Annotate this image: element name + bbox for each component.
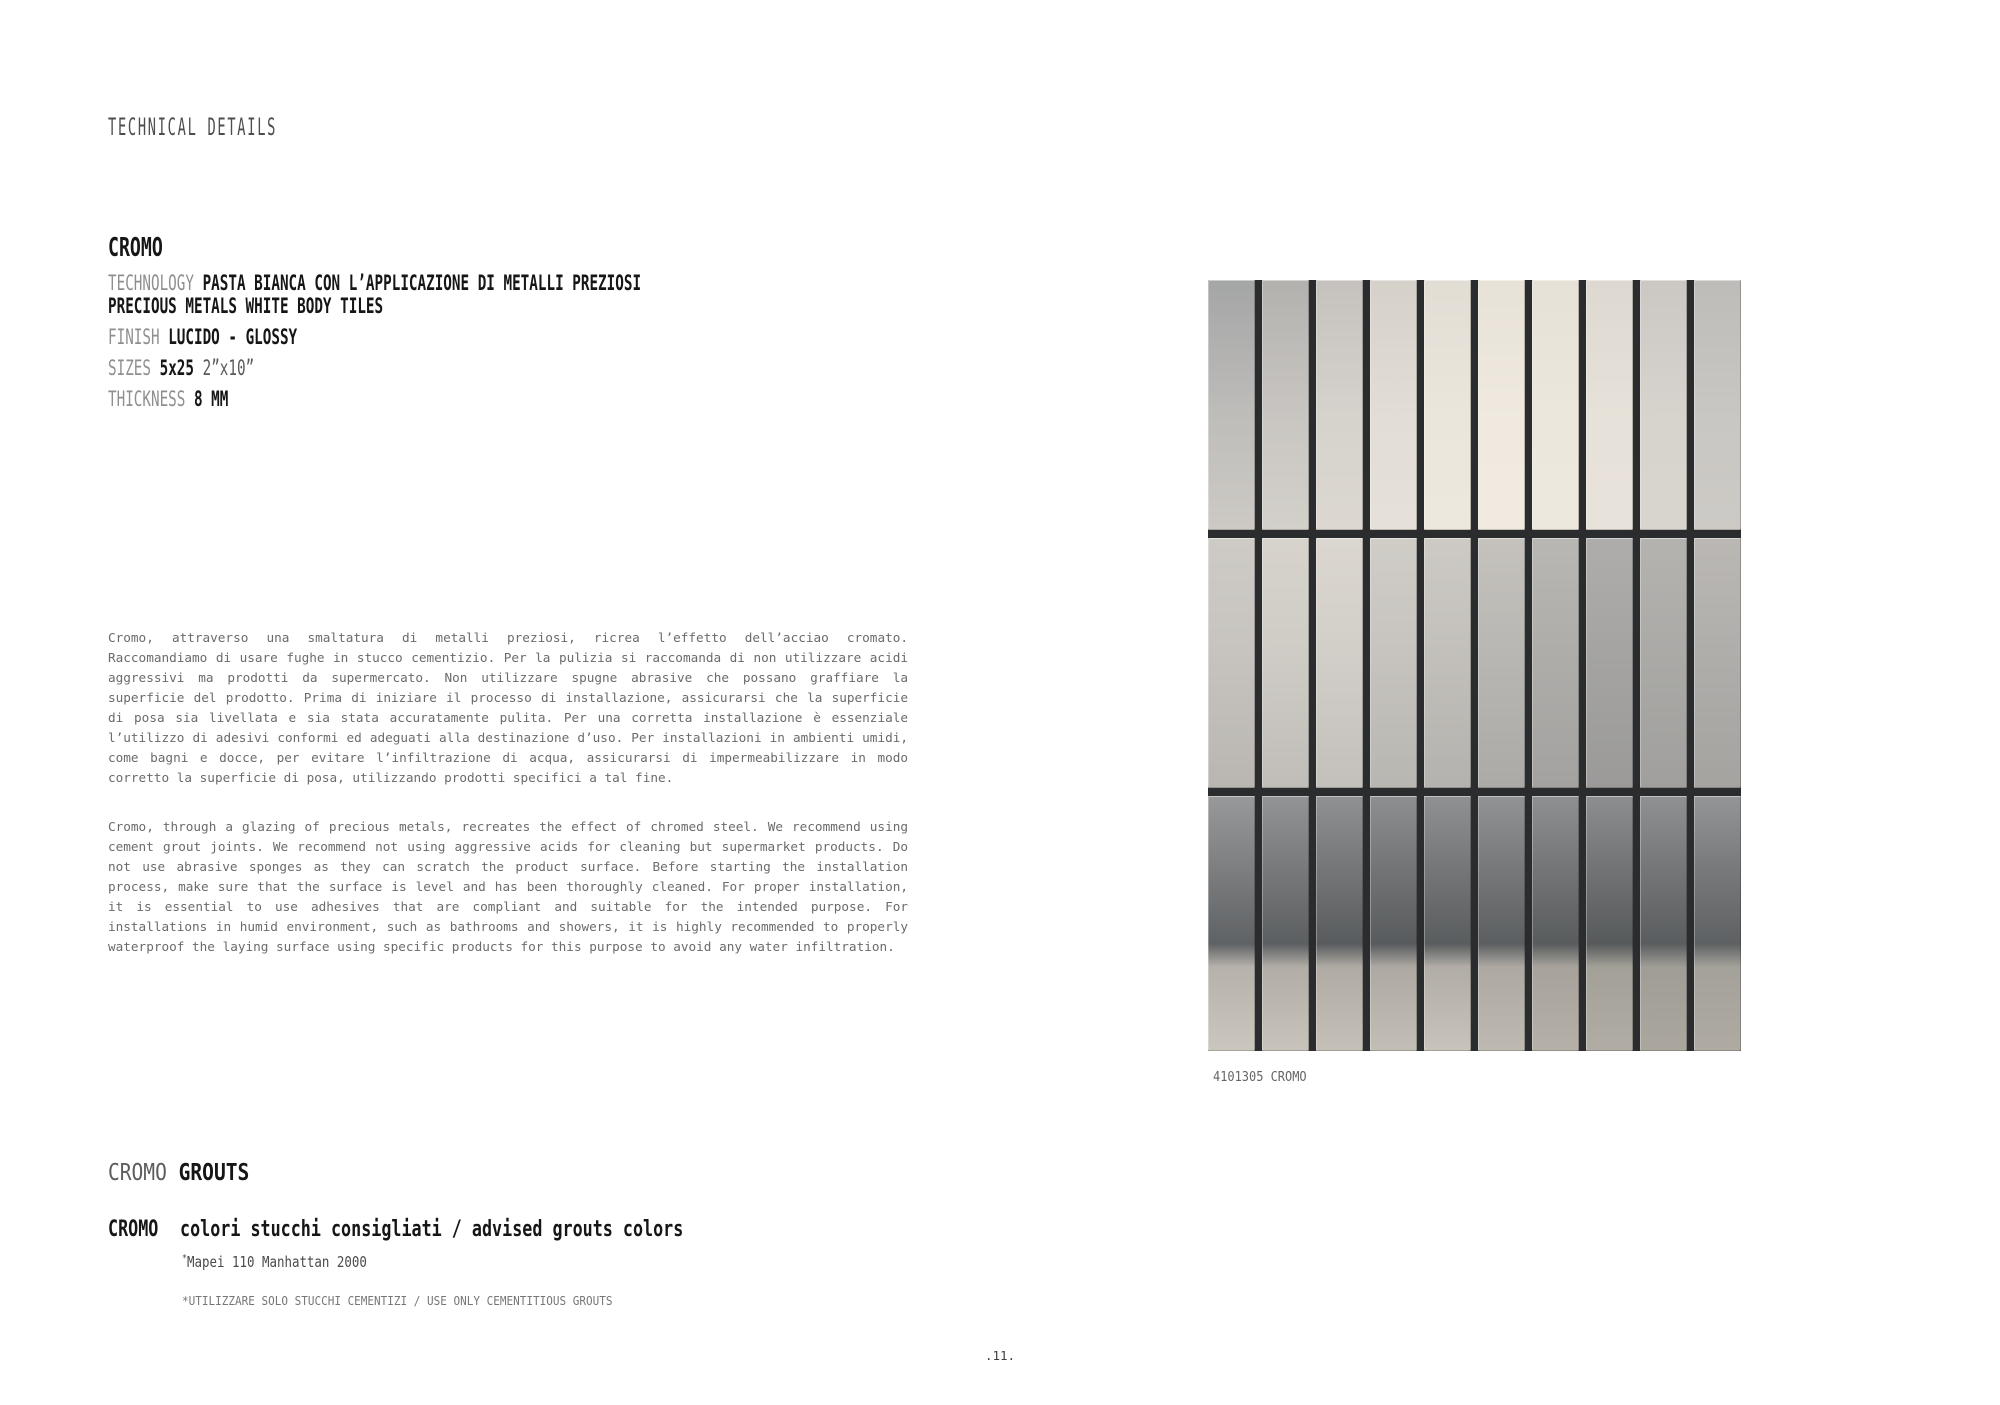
grouts-title-product: CROMO [108, 1160, 167, 1186]
tile-r1-c7 [1532, 280, 1579, 530]
tile-r1-c8 [1586, 280, 1633, 530]
tile-r2-c6 [1478, 538, 1525, 788]
product-title [108, 233, 186, 263]
advised-grout-asterisk: * [182, 1253, 188, 1264]
tile-r1-c3 [1316, 280, 1363, 530]
tile-r3-c9 [1640, 796, 1687, 1051]
tile-r2-c4 [1370, 538, 1417, 788]
tile-r3-c10 [1694, 796, 1741, 1051]
spec-sizes-value: 5x25 [159, 356, 194, 380]
tile-r3-c7 [1532, 796, 1579, 1051]
tile-r2-c10 [1694, 538, 1741, 788]
tile-r3-c6 [1478, 796, 1525, 1051]
tile-r2-c8 [1586, 538, 1633, 788]
tile-r3-c4 [1370, 796, 1417, 1051]
tile-r2-c1 [1208, 538, 1255, 788]
spec-sizes-imperial: 2”x10” [202, 356, 255, 380]
tile-r2-c9 [1640, 538, 1687, 788]
spec-thickness-value: 8 MM [193, 387, 229, 411]
description-english: Cromo, through a glazing of precious metals, recreates the effect of chromed steel. We recommend using cement grout joints. We recommend not using aggressive acids for cleaning but supermarket products. Do not use abrasive sponges as they can scratch the product surface. Before starting the installation process, make sure that the surface is level and has been thoroughly cleaned. For proper installation, it is essential to use adhesives that are compliant and suitable for the intended purpose. For installations in humid environment, such as bathrooms and showers, it is highly recommended to properly waterproof the laying surface using specific products for this purpose to avoid any water infiltration. [108, 819, 908, 954]
tile-r1-c10 [1694, 280, 1741, 530]
page-kicker-text: TECHNICAL DETAILS [108, 113, 278, 141]
product-title-text: CROMO [108, 233, 163, 263]
spec-finish [108, 324, 386, 350]
grout-note: *UTILIZZARE SOLO STUCCHI CEMENTIZI / USE ONLY CEMENTITIOUS GROUTS [182, 1293, 613, 1308]
tile-r3-c3 [1316, 796, 1363, 1051]
description-italian: Cromo, attraverso una smaltatura di metalli preziosi, ricrea l’effetto dell’acciao cromato. Raccomandiamo di usare fughe in stucco cementizio. Per la pulizia si raccomanda di non utilizzare acidi aggressivi ma prodotti da supermercato. Non utilizzare spugne abrasive che possano graffiare la superficie del prodotto. Prima di iniziare il processo di installazione, assicurarsi che la superficie di posa sia livellata e sia stata accuratamente pulita. Per una corretta installazione è essenziale l’utilizzo di adesivi conformi ed adeguati alla destinazione d’uso. Per installazioni in ambienti umidi, come bagni e docce, per evitare l’infiltrazione di acqua, assicurarsi di impermeabilizzare in modo corretto la superficie di posa, utilizzando prodotti specifici a tal fine. [108, 630, 908, 785]
spec-technology-label: TECHNOLOGY [108, 271, 194, 295]
spec-thickness-label: THICKNESS [108, 387, 186, 411]
spec-finish-value: LUCIDO - GLOSSY [168, 325, 298, 349]
tile-r2-c7 [1532, 538, 1579, 788]
tile-r3-c8 [1586, 796, 1633, 1051]
tile-r1-c2 [1262, 280, 1309, 530]
spec-thickness [108, 386, 285, 412]
tile-r3-c1 [1208, 796, 1255, 1051]
grout-row-product: CROMO [108, 1217, 159, 1242]
spec-technology-value-en: PRECIOUS METALS WHITE BODY TILES [108, 294, 384, 318]
tile-r1-c4 [1370, 280, 1417, 530]
tile-r2-c5 [1424, 538, 1471, 788]
advised-grout-name: Mapei 110 Manhattan 2000 [187, 1253, 367, 1271]
tile-r2-c2 [1262, 538, 1309, 788]
grouts-title-word: GROUTS [178, 1160, 250, 1186]
tile-r2-c3 [1316, 538, 1363, 788]
tile-r1-c1 [1208, 280, 1255, 530]
advised-grout [182, 1249, 405, 1272]
photo-caption-text: 4101305 CROMO [1213, 1070, 1307, 1085]
product-photo [1208, 280, 1741, 1051]
tile-r3-c5 [1424, 796, 1471, 1051]
page-kicker [108, 113, 405, 141]
spec-sizes [108, 355, 323, 381]
tile-r1-c6 [1478, 280, 1525, 530]
grouts-section-title [108, 1159, 274, 1187]
spec-finish-label: FINISH [108, 325, 160, 349]
spec-technology-line2 [108, 293, 513, 319]
photo-caption [1213, 1069, 1315, 1086]
spec-technology-value: PASTA BIANCA CON L’APPLICAZIONE DI METALLI PREZIOSI [202, 271, 642, 295]
grout-row-title: colori stucchi consigliati / advised grouts colors [180, 1217, 684, 1242]
spec-sizes-label: SIZES [108, 356, 151, 380]
page-number: .11. [984, 1348, 1016, 1363]
tile-r1-c9 [1640, 280, 1687, 530]
tile-r1-c5 [1424, 280, 1471, 530]
tile-r3-c2 [1262, 796, 1309, 1051]
